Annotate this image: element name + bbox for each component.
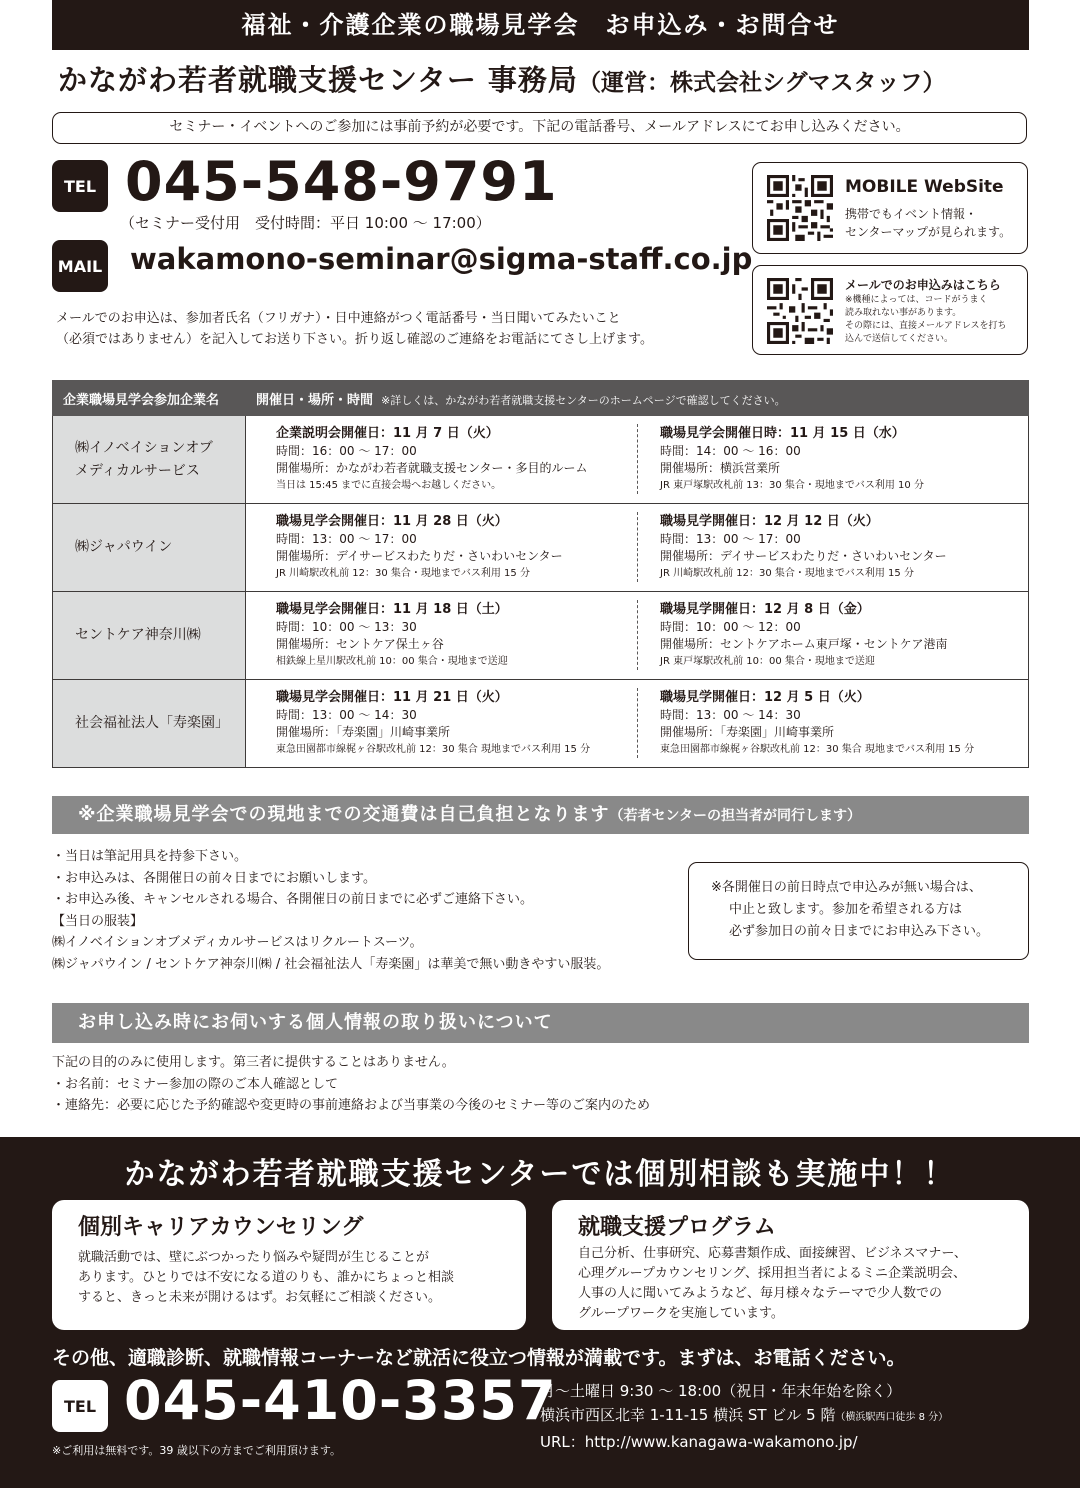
qr-code-icon <box>767 278 833 344</box>
mobile-site-qr-box[interactable] <box>752 162 1028 254</box>
privacy-text <box>52 1052 1029 1117</box>
card-body <box>78 1248 454 1308</box>
card-line: 心理グループカウンセリング、採用担当者によるミニ企業説明会、 <box>578 1266 967 1281</box>
mail-label: MAIL <box>52 240 108 292</box>
slot-date: 職場見学開催日：12 月 12 日（火） <box>660 514 879 529</box>
card-line: 自己分析、仕事研究、応募書類作成、面接練習、ビジネスマナー、 <box>578 1246 967 1261</box>
cancellation-alert <box>688 862 1029 960</box>
center-info <box>540 1379 948 1454</box>
slot-place: 開催場所：横浜営業所 <box>660 461 781 475</box>
schedule-cell <box>246 592 1029 680</box>
center-hours: 月～土曜日 9:30 ～ 18:00（祝日・年末年始を除く） <box>540 1382 902 1400</box>
dress-code-item: ㈱ジャパウイン / セントケア神奈川㈱ / 社会福祉法人「寿楽園」は華美で無い動きやすい服装。 <box>52 956 610 972</box>
schedule-slot <box>246 512 637 582</box>
card-title: 個別キャリアカウンセリング <box>78 1215 364 1240</box>
table-header-company: 企業職場見学会参加企業名 <box>53 381 246 416</box>
transport-cost-title: ※企業職場見学会での現地までの交通費は自己負担となります <box>78 804 610 825</box>
qr-mail-title: メールでのお申込みはこちら <box>845 278 1001 292</box>
mail-qr-box[interactable] <box>752 265 1028 355</box>
card-title: 就職支援プログラム <box>578 1215 776 1240</box>
center-address <box>540 1403 948 1430</box>
slot-note: 東急田園都市線梶ヶ谷駅改札前 12：30 集合 現地までバス利用 15 分 <box>660 744 975 755</box>
slot-time: 時間：13：00 ～ 17：00 <box>276 532 417 546</box>
slot-place: 開催場所：デイサービスわたりだ・さいわいセンター <box>276 549 563 563</box>
mail-note-line: （必須ではありません）を記入してお送り下さい。折り返し確認のご連絡をお電話にてさし上げます。 <box>56 332 653 347</box>
table-header-note: ※詳しくは、かながわ若者就職支援センターのホームページで確認してください。 <box>381 393 786 407</box>
qr-desc-line: ※機種によっては、コードがうまく <box>845 295 988 305</box>
qr-mobile-desc <box>845 205 1011 241</box>
slot-note: JR 東戸塚駅改札前 10：00 集合・現地まで送迎 <box>660 656 875 667</box>
schedule-table <box>52 380 1029 768</box>
table-header-schedule-label: 開催日・場所・時間 <box>256 392 374 408</box>
privacy-line: 下記の目的のみに使用します。第三者に提供することはありません。 <box>52 1055 455 1070</box>
qr-desc-line: 込んで送信してください。 <box>845 334 954 344</box>
slot-time: 時間：10：00 ～ 12：00 <box>660 620 801 634</box>
slot-time: 時間：13：00 ～ 14：30 <box>276 708 417 722</box>
company-name <box>53 680 246 768</box>
footer-call-to-action: その他、適職診断、就職情報コーナーなど就活に役立つ情報が満載です。まずは、お電話ください。 <box>52 1347 906 1369</box>
slot-note: JR 東戸塚駅改札前 13：30 集合・現地までバス利用 10 分 <box>660 480 924 491</box>
mail-instructions <box>56 308 736 350</box>
phone-hours: （セミナー受付用 受付時間：平日 10:00 ～ 17:00） <box>120 214 491 232</box>
company-name <box>53 416 246 504</box>
slot-place: 開催場所：「寿楽園」川崎事業所 <box>660 725 835 739</box>
card-line: 就職活動では、壁にぶつかったり悩みや疑問が生じることが <box>78 1250 430 1265</box>
table-row <box>53 680 1029 768</box>
slot-place: 開催場所：セントケア保土ヶ谷 <box>276 637 444 651</box>
tel-label: TEL <box>52 160 108 212</box>
schedule-slot <box>637 688 1028 758</box>
rule-item: ・お申込み後、キャンセルされる場合、各開催日の前日までに必ずご連絡下さい。 <box>52 892 534 907</box>
table-row <box>53 592 1029 680</box>
schedule-cell <box>246 416 1029 504</box>
schedule-slot <box>637 512 1028 582</box>
schedule-slot <box>637 424 1028 494</box>
slot-place: 開催場所：デイサービスわたりだ・さいわいセンター <box>660 549 947 563</box>
company-name <box>53 504 246 592</box>
slot-place: 開催場所：セントケアホーム東戸塚・セントケア港南 <box>660 637 948 651</box>
reservation-notice: セミナー・イベントへのご参加には事前予約が必要です。下記の電話番号、メールアドレスにてお申し込みください。 <box>52 112 1027 144</box>
slot-note: 東急田園都市線梶ヶ谷駅改札前 12：30 集合 現地までバス利用 15 分 <box>276 744 591 755</box>
qr-desc-line: 読み取れない事があります。 <box>845 308 962 318</box>
dress-code-item: ㈱イノベイションオブメディカルサービスはリクルートスーツ。 <box>52 935 423 950</box>
slot-place: 開催場所：「寿楽園」川崎事業所 <box>276 725 451 739</box>
schedule-cell <box>246 504 1029 592</box>
card-line: あります。ひとりでは不安になる道のりも、誰かにちょっと相談 <box>78 1270 454 1285</box>
org-title: かながわ若者就職支援センター 事務局 <box>58 63 578 97</box>
company-name-line: 社会福祉法人「寿楽園」 <box>75 715 229 731</box>
schedule-cell <box>246 680 1029 768</box>
slot-time: 時間：13：00 ～ 17：00 <box>660 532 801 546</box>
alert-line: ※各開催日の前日時点で申込みが無い場合は、 <box>711 880 982 895</box>
alert-line: 中止と致します。参加を希望される方は <box>729 902 962 917</box>
slot-date: 職場見学開催日：12 月 8 日（金） <box>660 602 870 617</box>
privacy-line: ・お名前：セミナー参加の際のご本人確認として <box>52 1076 339 1092</box>
alert-line: 必ず参加日の前々日までにお申込み下さい。 <box>729 924 990 939</box>
schedule-slot <box>246 424 637 494</box>
company-name-line: ㈱ジャパウイン <box>75 539 173 555</box>
card-line: すると、きっと未来が開けるはず。お気軽にご相談ください。 <box>78 1290 441 1305</box>
footer-title: かながわ若者就職支援センターでは個別相談も実施中！！ <box>124 1157 956 1192</box>
slot-date: 職場見学会開催日：11 月 21 日（火） <box>276 690 508 705</box>
address-text: 横浜市西区北幸 1-11-15 横浜 ST ビル 5 階 <box>540 1406 836 1424</box>
card-body <box>578 1244 967 1324</box>
slot-time: 時間：16：00 ～ 17：00 <box>276 444 417 458</box>
privacy-line: ・連絡先：必要に応じた予約確認や変更時の事前連絡および当事業の今後のセミナー等のご案内のため <box>52 1098 651 1113</box>
job-support-program-card <box>552 1200 1029 1330</box>
qr-desc-line: その際には、直接メールアドレスを打ち <box>845 321 1007 331</box>
table-row <box>53 416 1029 504</box>
seminar-phone-number[interactable]: 045-548-9791 <box>125 150 558 213</box>
center-phone-number[interactable]: 045-410-3357 <box>124 1369 557 1432</box>
privacy-bar: お申し込み時にお伺いする個人情報の取り扱いについて <box>52 1003 1029 1043</box>
header-band: 福祉・介護企業の職場見学会 お申込み・お問合せ <box>52 0 1029 50</box>
company-name-line: セントケア神奈川㈱ <box>75 627 201 643</box>
footer <box>0 1137 1080 1488</box>
slot-note: JR 川崎駅改札前 12：30 集合・現地までバス利用 15 分 <box>276 568 530 579</box>
mail-note-line: メールでのお申込は、参加者氏名（フリガナ）・日中連絡がつく電話番号・当日聞いてみたいこと <box>56 311 621 326</box>
slot-time: 時間：10：00 ～ 13：30 <box>276 620 417 634</box>
career-counseling-card <box>52 1200 526 1330</box>
company-name-line: メディカルサービス <box>75 462 200 479</box>
slot-note: 相鉄線上星川駅改札前 10：00 集合・現地まで送迎 <box>276 656 508 667</box>
mail-address[interactable]: wakamono-seminar@sigma-staff.co.jp <box>130 242 753 276</box>
schedule-slot <box>246 600 637 670</box>
qr-code-icon <box>767 175 833 241</box>
dress-code-heading: 【当日の服装】 <box>52 913 144 929</box>
rule-item: ・お申込みは、各開催日の前々日までにお願いします。 <box>52 870 376 886</box>
card-line: 人事の人に聞いてみようなど、毎月様々なテーマで少人数での <box>578 1286 943 1301</box>
company-name-line: ㈱イノベイションオブ <box>75 439 213 456</box>
transport-cost-bar <box>52 796 1029 834</box>
schedule-slot <box>246 688 637 758</box>
slot-place: 開催場所：かながわ若者就職支援センター・多目的ルーム <box>276 461 588 475</box>
org-operator: （運営：株式会社シグマスタッフ） <box>577 70 946 96</box>
company-name <box>53 592 246 680</box>
table-header-schedule <box>246 381 1029 416</box>
rule-item: ・当日は筆記用具を持参下さい。 <box>52 849 248 864</box>
slot-date: 職場見学会開催日：11 月 18 日（土） <box>276 602 508 617</box>
transport-cost-sub: （若者センターの担当者が同行します） <box>609 808 861 824</box>
slot-time: 時間：14：00 ～ 16：00 <box>660 444 801 458</box>
qr-desc-line: 携帯でもイベント情報・ <box>845 207 978 221</box>
card-line: グループワークを実施しています。 <box>578 1306 784 1321</box>
attendance-rules <box>52 846 692 975</box>
slot-date: 職場見学会開催日：11 月 28 日（火） <box>276 514 508 529</box>
org-name <box>58 58 1038 99</box>
slot-date: 企業説明会開催日：11 月 7 日（火） <box>276 426 499 441</box>
qr-mail-desc <box>845 294 1007 346</box>
schedule-slot <box>637 600 1028 670</box>
table-row <box>53 504 1029 592</box>
center-url[interactable]: URL：http://www.kanagawa-wakamono.jp/ <box>540 1433 858 1451</box>
slot-note: 当日は 15:45 までに直接会場へお越しください。 <box>276 480 502 491</box>
slot-time: 時間：13：00 ～ 14：30 <box>660 708 801 722</box>
slot-date: 職場見学開催日：12 月 5 日（火） <box>660 690 870 705</box>
footer-note: ※ご利用は無料です。39 歳以下の方までご利用頂けます。 <box>52 1444 341 1457</box>
slot-note: JR 川崎駅改札前 12：30 集合・現地までバス利用 15 分 <box>660 568 914 579</box>
address-note: （横浜駅西口徒歩 8 分） <box>835 1412 949 1423</box>
slot-date: 職場見学会開催日時：11 月 15 日（水） <box>660 426 905 441</box>
qr-desc-line: センターマップが見られます。 <box>845 225 1012 239</box>
qr-mobile-title: MOBILE WebSite <box>845 177 1004 197</box>
footer-tel-label: TEL <box>52 1380 108 1432</box>
